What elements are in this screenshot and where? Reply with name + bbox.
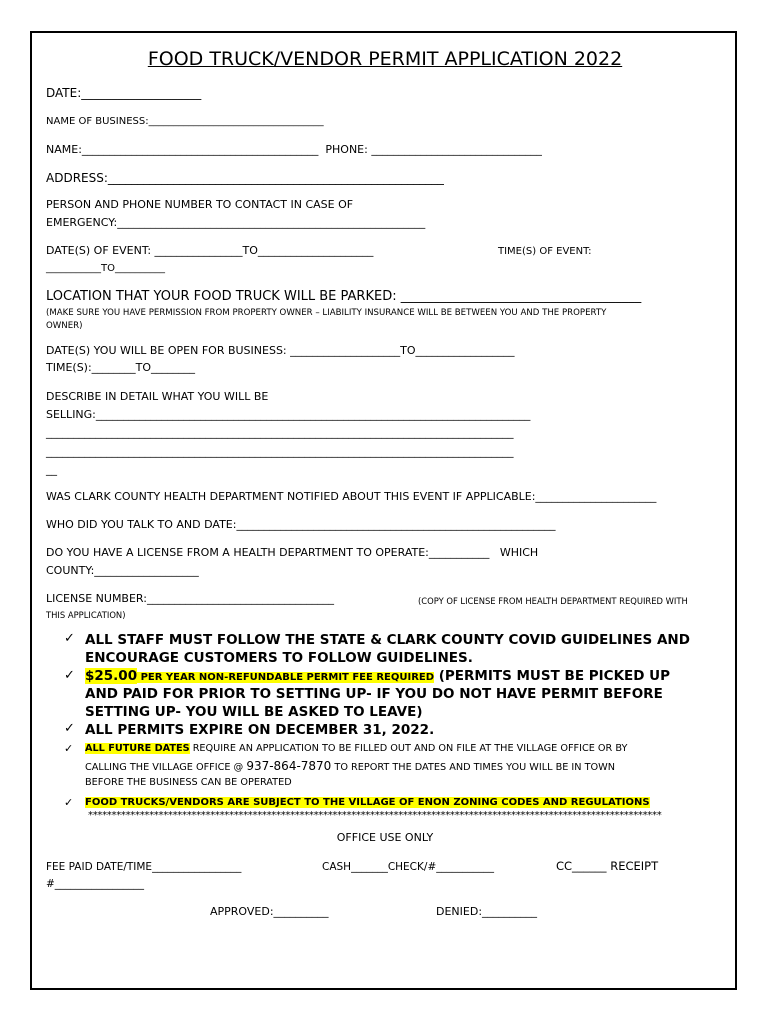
- rule-fee-cont: AND PAID FOR PRIOR TO SETTING UP- IF YOU DO NOT HAVE PERMIT BEFORE: [85, 686, 663, 702]
- location-note-cont: OWNER): [46, 321, 83, 331]
- check-icon: ✓: [64, 742, 74, 755]
- event-times-label: TIME(S) OF EVENT:: [498, 246, 592, 257]
- future-dates-highlight: ALL FUTURE DATES: [85, 743, 190, 754]
- check-icon: ✓: [64, 796, 74, 809]
- open-dates-field[interactable]: DATE(S) YOU WILL BE OPEN FOR BUSINESS: ____________________TO__________________: [46, 344, 515, 357]
- denied-field[interactable]: DENIED:__________: [436, 905, 538, 918]
- location-field[interactable]: LOCATION THAT YOUR FOOD TRUCK WILL BE PARKED: _____________________________________: [46, 289, 642, 304]
- village-phone: 937-864-7870: [246, 759, 332, 773]
- approved-field[interactable]: APPROVED:__________: [210, 905, 329, 918]
- rule-covid: ALL STAFF MUST FOLLOW THE STATE & CLARK COUNTY COVID GUIDELINES AND: [85, 632, 690, 648]
- report-text: TO REPORT THE DATES AND TIMES YOU WILL BE IN TOWN: [331, 762, 615, 773]
- open-times-field[interactable]: TIME(S):________TO________: [46, 361, 196, 374]
- future-dates-text: REQUIRE AN APPLICATION TO BE FILLED OUT AND ON FILE AT THE VILLAGE OFFICE OR BY: [189, 743, 628, 754]
- describe-label: DESCRIBE IN DETAIL WHAT YOU WILL BE: [46, 390, 269, 403]
- business-name-field[interactable]: NAME OF BUSINESS:___________________________________: [46, 116, 324, 127]
- rule-expire: ALL PERMITS EXPIRE ON DECEMBER 31, 2022.: [85, 722, 435, 738]
- describe-field-3[interactable]: _____________________________________________________________________________________: [46, 445, 514, 458]
- office-use-heading: OFFICE USE ONLY: [336, 831, 434, 844]
- license-question-field[interactable]: DO YOU HAVE A LICENSE FROM A HEALTH DEPARTMENT TO OPERATE:___________ WHICH: [46, 546, 539, 559]
- fee-amount: $25.00: [85, 668, 138, 684]
- check-icon: ✓: [64, 631, 75, 646]
- fee-paid-field[interactable]: FEE PAID DATE/TIME_________________: [46, 861, 242, 873]
- license-copy-note-cont: THIS APPLICATION): [46, 610, 126, 620]
- event-dates-field[interactable]: DATE(S) OF EVENT: ________________TO_____________________: [46, 244, 374, 257]
- county-field[interactable]: COUNTY:___________________: [46, 564, 199, 577]
- zoning-highlight: FOOD TRUCKS/VENDORS ARE SUBJECT TO THE VILLAGE OF ENON ZONING CODES AND REGULATIONS: [85, 797, 650, 808]
- event-times-field[interactable]: ___________TO__________: [46, 263, 165, 274]
- name-phone-field[interactable]: NAME:___________________________________________ PHONE: _______________________________: [46, 143, 542, 156]
- cash-check-field[interactable]: CASH_______CHECK/#___________: [322, 861, 494, 873]
- rule-future-dates-cont: [85, 759, 615, 775]
- cc-receipt-field[interactable]: CC______ RECEIPT: [556, 859, 659, 873]
- health-notified-field[interactable]: WAS CLARK COUNTY HEALTH DEPARTMENT NOTIFIED ABOUT THIS EVENT IF APPLICABLE:______________________: [46, 490, 657, 503]
- describe-field-1[interactable]: SELLING:_______________________________________________________________________________: [46, 408, 531, 421]
- license-copy-note: (COPY OF LICENSE FROM HEALTH DEPARTMENT REQUIRED WITH: [418, 596, 688, 606]
- location-note: (MAKE SURE YOU HAVE PERMISSION FROM PROPERTY OWNER – LIABILITY INSURANCE WILL BE BETWEEN YOU AND THE PROPERTY: [46, 308, 607, 318]
- form-title: FOOD TRUCK/VENDOR PERMIT APPLICATION 2022: [147, 48, 623, 70]
- rule-fee-cont-2: SETTING UP- YOU WILL BE ASKED TO LEAVE): [85, 704, 423, 720]
- rule-fee: [85, 667, 670, 687]
- date-field[interactable]: DATE:____________________: [46, 86, 202, 100]
- fee-text: PER YEAR NON-REFUNDABLE PERMIT FEE REQUIRED: [137, 672, 435, 683]
- rule-zoning: [85, 796, 650, 810]
- who-talk-field[interactable]: WHO DID YOU TALK TO AND DATE:__________________________________________________________: [46, 518, 556, 531]
- check-icon: ✓: [64, 668, 75, 683]
- address-field[interactable]: ADDRESS:________________________________________________________: [46, 171, 444, 185]
- check-icon: ✓: [64, 721, 75, 736]
- divider-stars: **************************************************************************************************************************: [88, 810, 662, 821]
- calling-text: CALLING THE VILLAGE OFFICE @: [85, 762, 247, 773]
- emergency-field[interactable]: EMERGENCY:________________________________________________________: [46, 216, 426, 229]
- describe-field-4[interactable]: __: [46, 463, 57, 476]
- rule-covid-cont: ENCOURAGE CUSTOMERS TO FOLLOW GUIDELINES.: [85, 650, 473, 666]
- rule-future-dates-cont-2: BEFORE THE BUSINESS CAN BE OPERATED: [85, 777, 292, 788]
- license-number-field[interactable]: LICENSE NUMBER:__________________________________: [46, 592, 334, 605]
- receipt-number-field[interactable]: #_________________: [46, 878, 145, 890]
- fee-rest: (PERMITS MUST BE PICKED UP: [434, 668, 671, 684]
- emergency-label: PERSON AND PHONE NUMBER TO CONTACT IN CASE OF: [46, 198, 354, 211]
- rule-future-dates: [85, 742, 627, 756]
- describe-field-2[interactable]: _____________________________________________________________________________________: [46, 426, 514, 439]
